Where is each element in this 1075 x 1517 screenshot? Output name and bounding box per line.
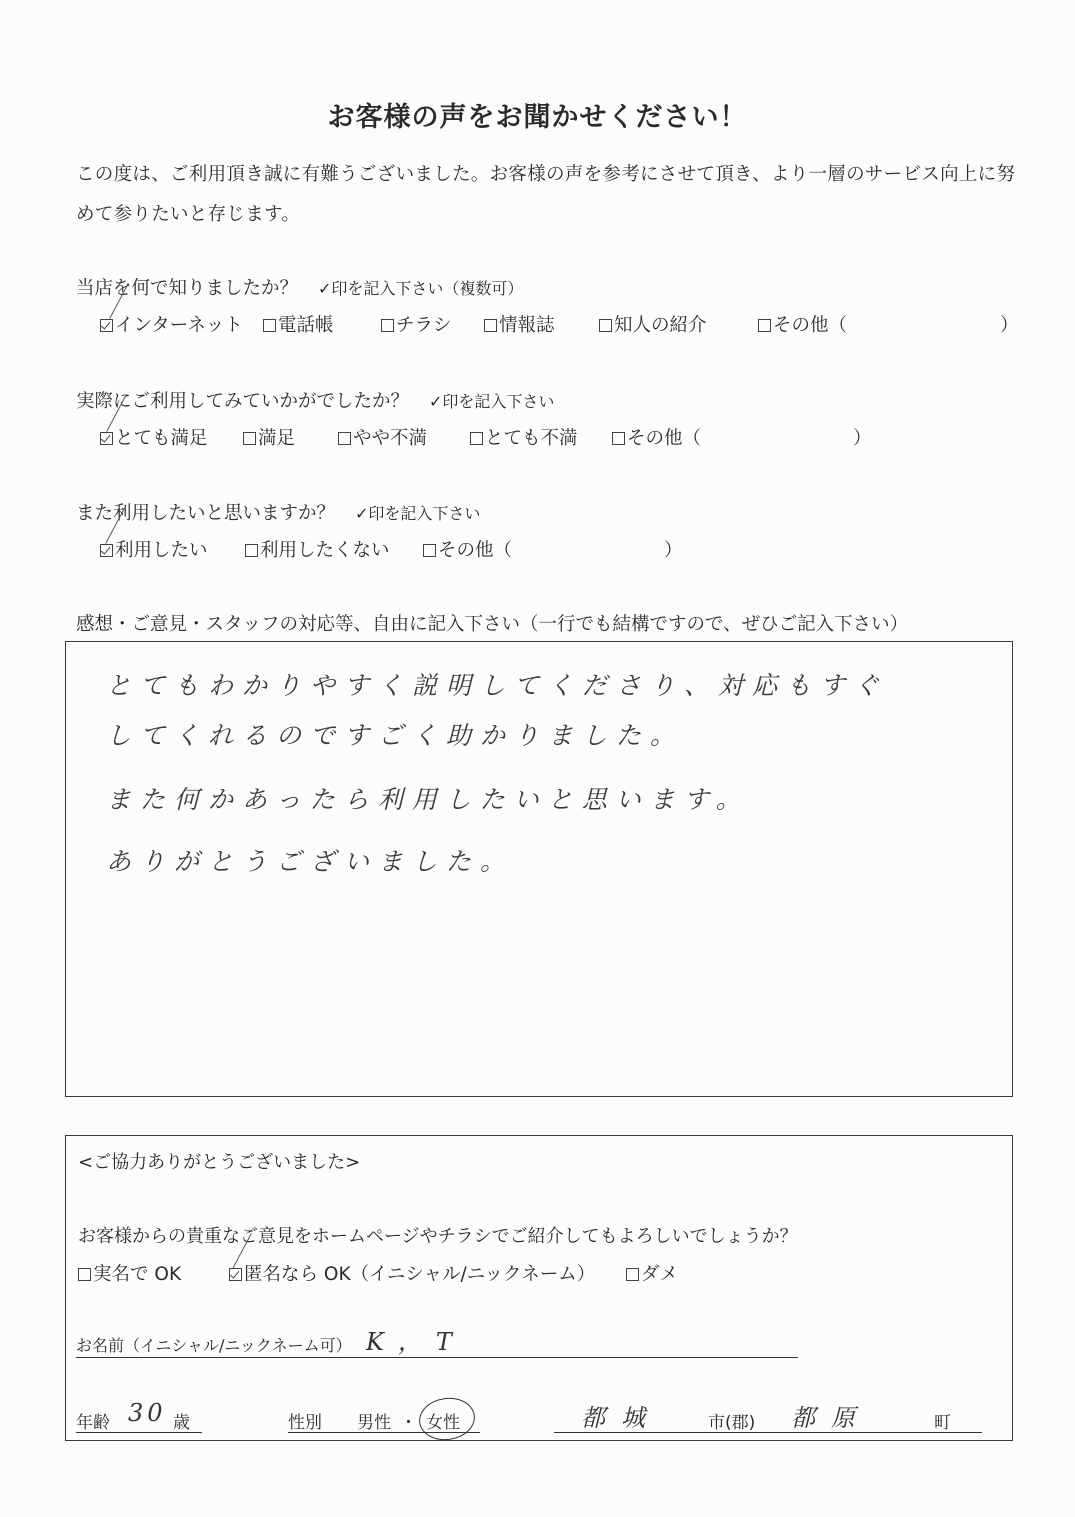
option-will-use-again[interactable]: 利用したい bbox=[100, 536, 208, 562]
question-2-options bbox=[0, 424, 1075, 452]
checkbox-checked-icon[interactable] bbox=[100, 544, 113, 557]
address-underline bbox=[554, 1432, 982, 1433]
checkbox-icon[interactable] bbox=[758, 319, 771, 332]
question-2-label: 実際にご利用してみていかがでしたか？ ✓印を記入下さい bbox=[76, 391, 555, 412]
checkbox-icon[interactable] bbox=[78, 1268, 91, 1281]
option-very-satisfied[interactable]: とても満足 bbox=[100, 424, 208, 450]
consent-option-real-name[interactable]: 実名で OK bbox=[78, 1260, 181, 1286]
option-referral[interactable]: 知人の紹介 bbox=[599, 311, 707, 337]
page-title: お客様の声をお聞かせください！ bbox=[327, 102, 748, 133]
option-other[interactable]: その他（ bbox=[423, 536, 512, 562]
gender-male[interactable]: 男性 bbox=[357, 1413, 391, 1433]
comments-label: 感想・ご意見・スタッフの対応等、自由に記入下さい（一行でも結構ですので、ぜひご記入下さい） bbox=[76, 614, 909, 635]
comment-line-3: また何かあったら利用したいと思います。 bbox=[106, 785, 750, 814]
question-1-label: 当店を何で知りましたか？ ✓印を記入下さい（複数可） bbox=[76, 278, 524, 299]
thanks-text: <ご協力ありがとうございました> bbox=[78, 1152, 361, 1173]
option-will-not-use-again[interactable]: 利用したくない bbox=[245, 536, 390, 562]
checkbox-icon[interactable] bbox=[612, 432, 625, 445]
question-1-options bbox=[0, 311, 1075, 339]
question-3-options bbox=[0, 536, 1075, 564]
consent-box bbox=[65, 1135, 1013, 1441]
other-close-paren: ） bbox=[853, 428, 872, 449]
age-underline bbox=[76, 1432, 202, 1433]
checkbox-icon[interactable] bbox=[626, 1268, 639, 1281]
option-other[interactable]: その他（ bbox=[612, 424, 701, 450]
gender-separator: ・ bbox=[400, 1413, 417, 1433]
checkbox-icon[interactable] bbox=[381, 319, 394, 332]
consent-option-no[interactable]: ダメ bbox=[626, 1260, 678, 1286]
consent-question: お客様からの貴重なご意見をホームページやチラシでご紹介してもよろしいでしょうか？ bbox=[78, 1226, 798, 1247]
question-3-hint: ✓印を記入下さい bbox=[355, 504, 481, 523]
name-value[interactable]: K，T bbox=[366, 1328, 466, 1356]
gender-female[interactable]: 女性 bbox=[426, 1413, 460, 1433]
checkbox-icon[interactable] bbox=[470, 432, 483, 445]
gender-label: 性別 bbox=[288, 1413, 322, 1433]
option-very-dissatisfied[interactable]: とても不満 bbox=[470, 424, 578, 450]
checkbox-icon[interactable] bbox=[484, 319, 497, 332]
checkbox-icon[interactable] bbox=[599, 319, 612, 332]
age-label: 年齢 bbox=[76, 1413, 110, 1433]
option-internet[interactable]: インターネット bbox=[100, 311, 243, 337]
gender-underline bbox=[288, 1432, 480, 1433]
checkbox-icon[interactable] bbox=[243, 432, 256, 445]
option-phonebook[interactable]: 電話帳 bbox=[263, 311, 334, 337]
selected-circle-mark bbox=[416, 1394, 477, 1443]
town-unit: 町 bbox=[934, 1413, 951, 1433]
question-3-label: また利用したいと思いますか？ ✓印を記入下さい bbox=[76, 503, 481, 524]
comment-line-1: とてもわかりやすく説明してくださり、対応もすぐ bbox=[106, 671, 889, 700]
intro-line-2: めて参りたいと存じます。 bbox=[76, 204, 301, 225]
checkbox-checked-icon[interactable] bbox=[100, 432, 113, 445]
city-unit: 市(郡) bbox=[708, 1413, 756, 1433]
checkbox-checked-icon[interactable] bbox=[100, 319, 113, 332]
checkbox-checked-icon[interactable] bbox=[229, 1268, 242, 1281]
option-other[interactable]: その他（ bbox=[758, 311, 847, 337]
option-flyer[interactable]: チラシ bbox=[381, 311, 452, 337]
comment-line-4: ありがとうございました。 bbox=[106, 847, 515, 876]
comments-box[interactable] bbox=[65, 641, 1013, 1097]
city-value[interactable]: 都城 bbox=[581, 1404, 661, 1432]
option-satisfied[interactable]: 満足 bbox=[243, 424, 295, 450]
checkbox-icon[interactable] bbox=[338, 432, 351, 445]
town-value[interactable]: 都原 bbox=[791, 1404, 871, 1432]
option-magazine[interactable]: 情報誌 bbox=[484, 311, 555, 337]
option-slightly-dissatisfied[interactable]: やや不満 bbox=[338, 424, 427, 450]
other-close-paren: ） bbox=[1000, 315, 1019, 336]
name-underline bbox=[76, 1357, 798, 1358]
checkbox-icon[interactable] bbox=[423, 544, 436, 557]
age-value[interactable]: 30 bbox=[128, 1399, 167, 1427]
checkbox-icon[interactable] bbox=[263, 319, 276, 332]
comment-line-2: してくれるのですごく助かりました。 bbox=[106, 721, 685, 750]
question-2-hint: ✓印を記入下さい bbox=[429, 392, 555, 411]
other-close-paren: ） bbox=[664, 540, 683, 561]
age-unit: 歳 bbox=[173, 1413, 190, 1433]
checkbox-icon[interactable] bbox=[245, 544, 258, 557]
consent-option-anonymous[interactable]: 匿名なら OK（イニシャル/ニックネーム） bbox=[229, 1260, 595, 1286]
intro-line-1: この度は、ご利用頂き誠に有難うございました。お客様の声を参考にさせて頂き、より一層のサービス向上に努 bbox=[76, 164, 1016, 185]
name-label: お名前（イニシャル/ニックネーム可） bbox=[76, 1336, 352, 1355]
question-1-hint: ✓印を記入下さい（複数可） bbox=[318, 279, 524, 298]
